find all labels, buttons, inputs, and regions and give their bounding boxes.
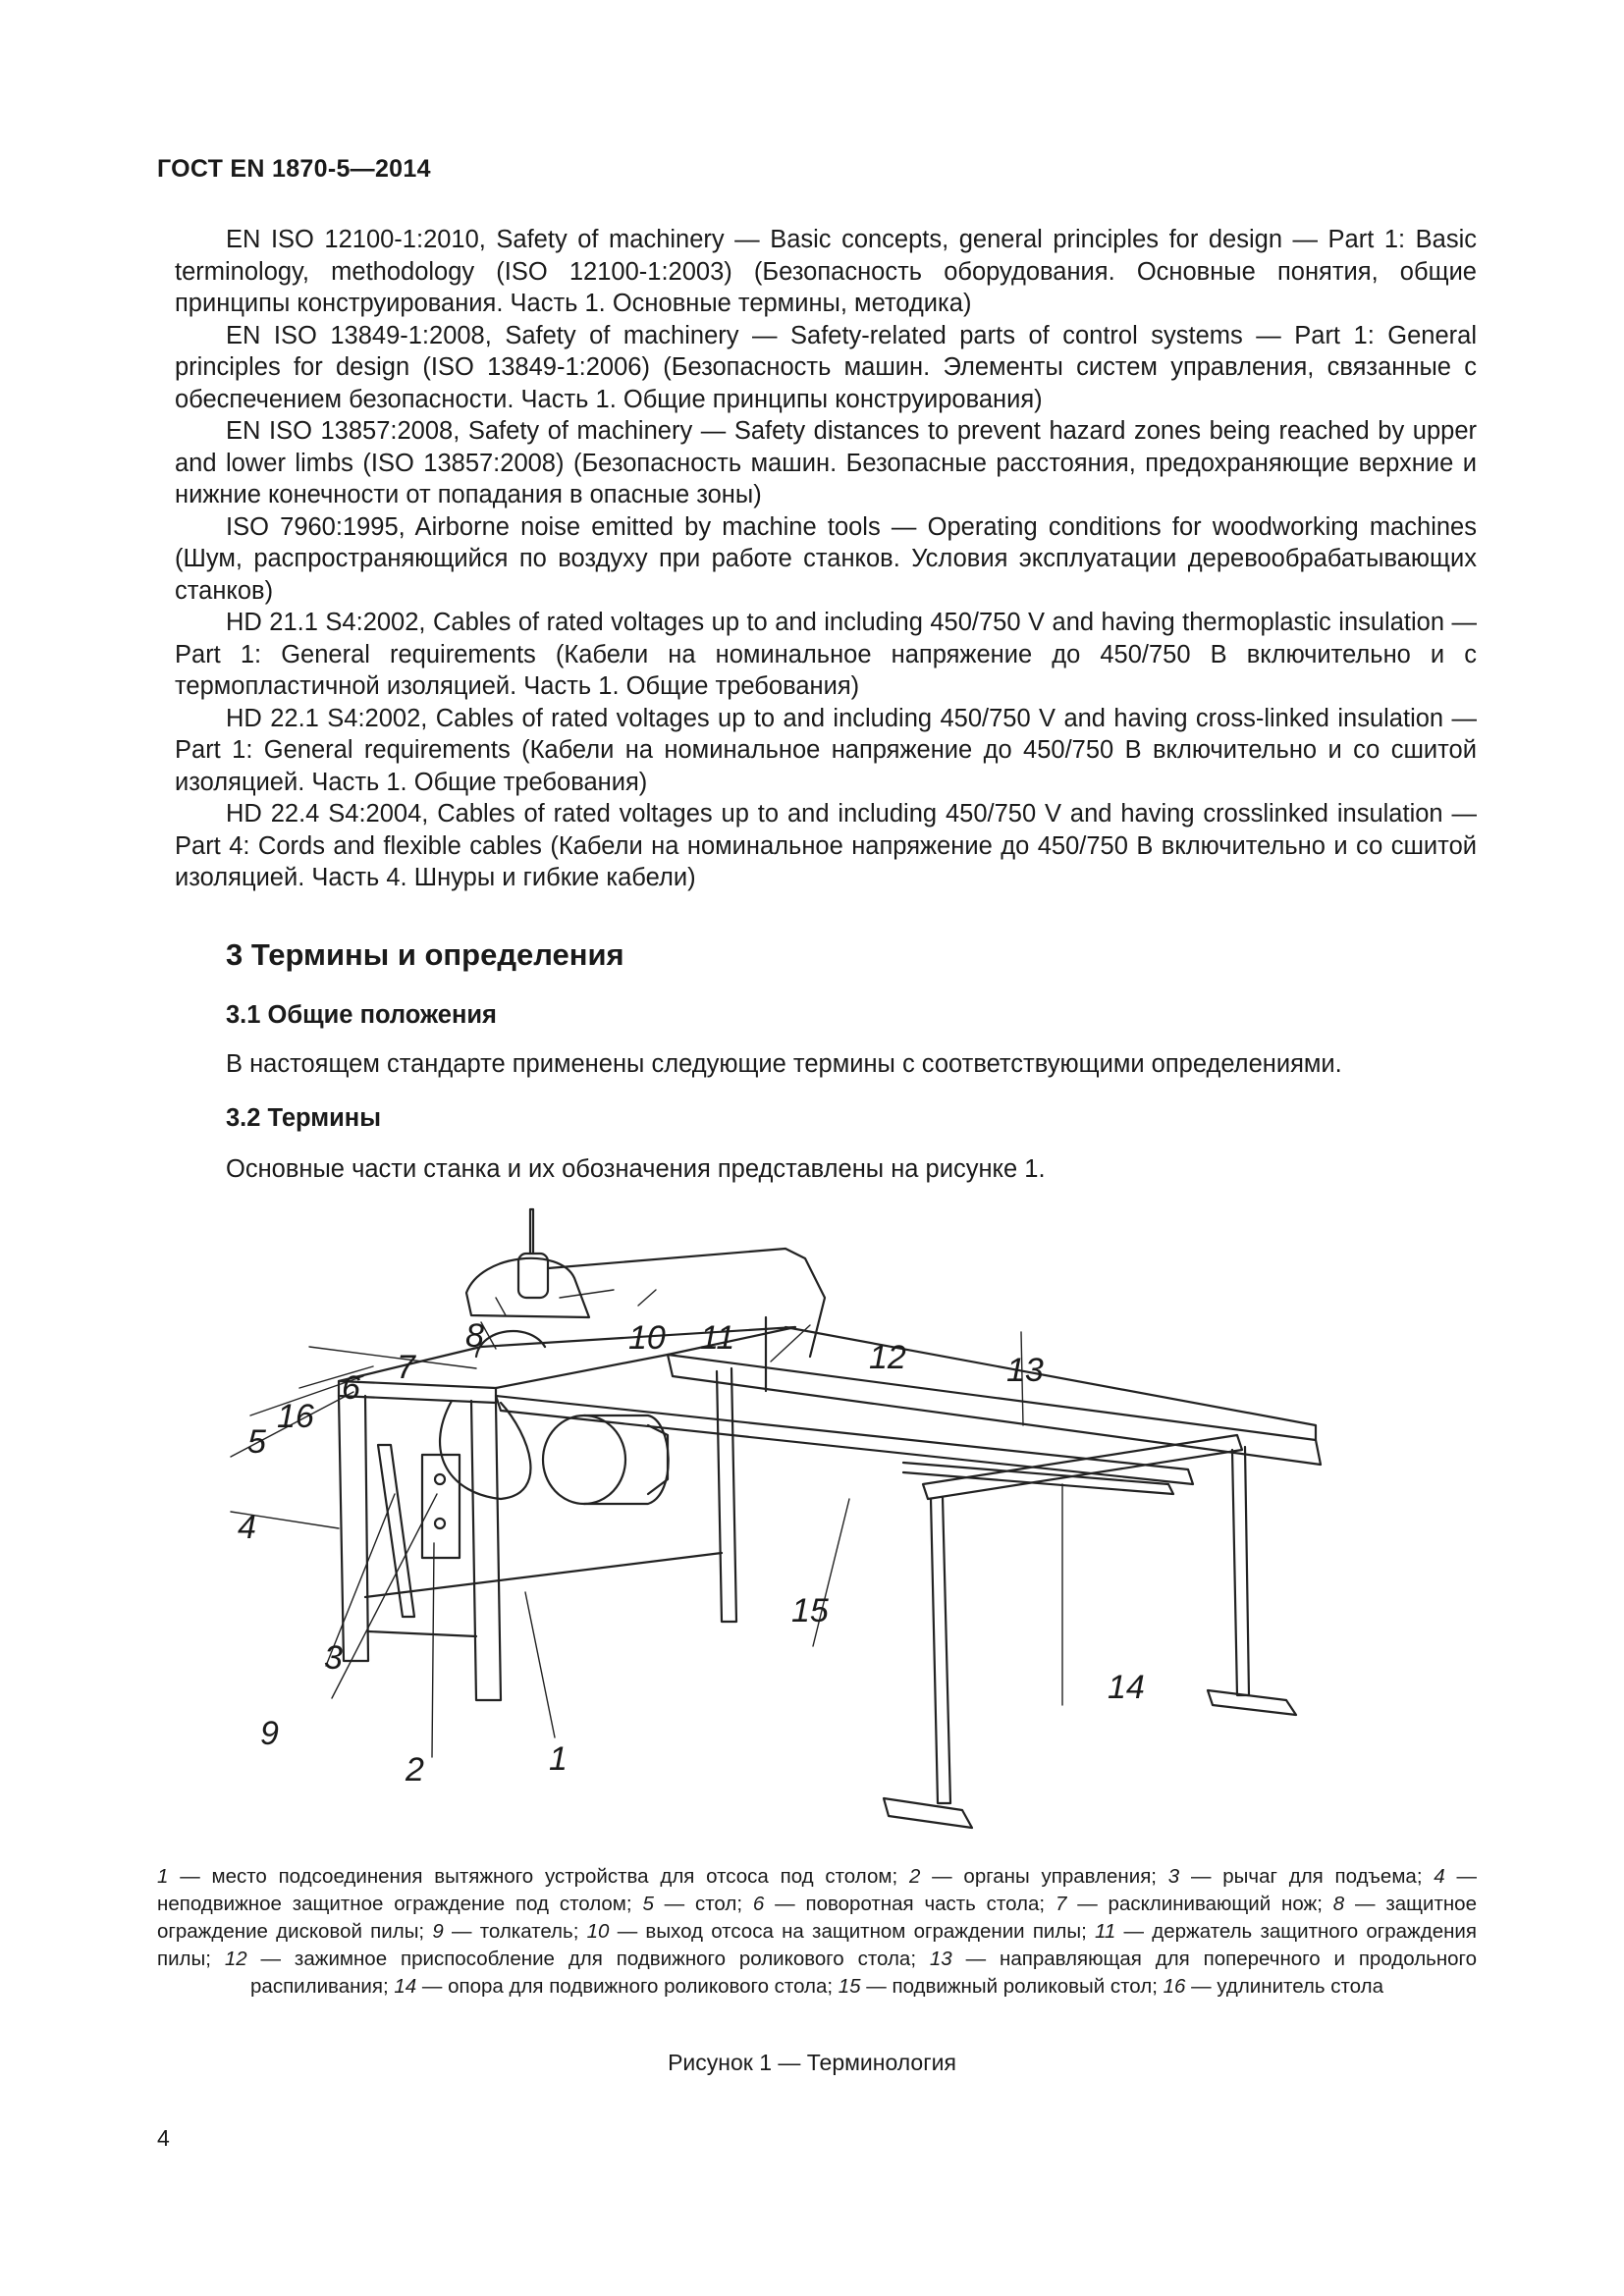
legend-item: 13 — направляющая для поперечного и продольного распиливания; [250, 1948, 1477, 1998]
page-number: 4 [157, 2125, 170, 2151]
callout-4: 4 [238, 1509, 256, 1546]
section-3-2-title: 3.2 Термины [226, 1104, 381, 1132]
callout-6: 6 [342, 1369, 360, 1407]
reference-item: ISO 7960:1995, Airborne noise emitted by machine tools — Operating conditions for woodworking machines (Шум, распространяющийся по воздуху при работе станков. Условия эксплуатации деревообрабатывающих станков) [175, 512, 1477, 605]
legend-item: 3 — рычаг для подъема; [1167, 1865, 1435, 1888]
callout-13: 13 [1006, 1352, 1044, 1389]
reference-item: HD 22.4 S4:2004, Cables of rated voltages up to and including 450/750 V and having crosslinked insulation — Part 4: Cords and flexible cables (Кабели на номинальное напряжение до 450/750 В включительно и со сшитой изоляцией. Часть 4. Шнуры и гибкие кабели) [175, 800, 1477, 891]
callout-11: 11 [700, 1319, 735, 1357]
callout-16: 16 [277, 1398, 314, 1435]
callout-5: 5 [247, 1423, 266, 1461]
motor [543, 1415, 625, 1504]
legend-item: 7 — расклинивающий нож; [1055, 1893, 1333, 1915]
machine-figure [157, 1200, 1453, 1847]
figure-caption: Рисунок 1 — Терминология [668, 2050, 956, 2075]
support-foot [884, 1798, 972, 1828]
table-leg [717, 1368, 736, 1622]
callout-3: 3 [324, 1639, 343, 1677]
reference-item: EN ISO 13849-1:2008, Safety of machinery — Safety-related parts of control systems — Part 1: General principles for design (ISO 13849-1:2006) (Безопасность машин. Элементы систем управления, связанные с обеспечением безопасности. Часть 1. Общие принципы конструирования) [175, 321, 1477, 413]
machine-drawing [157, 1200, 1453, 1847]
legend-item: 4 — неподвижное защитное ограждение под столом; [157, 1865, 1477, 1915]
callout-12: 12 [869, 1339, 906, 1376]
reference-item: EN ISO 12100-1:2010, Safety of machinery — Basic concepts, general principles for design — Part 1: Basic terminology, methodology (ISO 12100-1:2003) (Безопасность оборудования. Основные понятия, общие принципы конструирования. Часть 1. Основные термины, методика) [175, 226, 1477, 317]
reference-item: HD 21.1 S4:2002, Cables of rated voltages up to and including 450/750 V and having thermoplastic insulation — Part 1: General requirements (Кабели на номинальное напряжение до 450/750 В включительно и с термопластичной изоляцией. Часть 1. Общие требования) [175, 609, 1477, 700]
legend-item: 10 — выход отсоса на защитном ограждении пилы; [586, 1920, 1096, 1943]
legend-item: 5 — стол; [642, 1893, 753, 1915]
reference-item: HD 22.1 S4:2002, Cables of rated voltages up to and including 450/750 V and having cross-linked insulation — Part 1: General requirements (Кабели на номинальное напряжение до 450/750 В включительно и со сшитой изоляцией. Часть 1. Общие требования) [175, 704, 1477, 796]
legend-item: 8 — защитное ограждение дисковой пилы; [157, 1893, 1477, 1943]
callout-15: 15 [791, 1592, 829, 1629]
callout-1: 1 [549, 1740, 568, 1778]
support-leg [1232, 1447, 1249, 1695]
legend-item: 9 — толкатель; [432, 1920, 587, 1943]
legend-item: 11 — держатель защитного ограждения пилы; [157, 1920, 1477, 1970]
callout-7: 7 [397, 1349, 415, 1386]
under-table-guard [440, 1401, 530, 1499]
document-header: ГОСТ EN 1870-5—2014 [157, 155, 431, 183]
legend-item: 15 — подвижный роликовый стол; [838, 1975, 1164, 1998]
figure-legend [157, 1863, 1477, 2001]
support-leg [931, 1497, 950, 1803]
callout-2: 2 [406, 1751, 424, 1789]
callout-8: 8 [465, 1317, 484, 1355]
legend-item: 2 — органы управления; [908, 1865, 1168, 1888]
section-3-2-text: Основные части станка и их обозначения представлены на рисунке 1. [226, 1155, 1046, 1183]
legend-item: 14 — опора для подвижного роликового стола; [394, 1975, 839, 1998]
control-panel [422, 1455, 460, 1558]
callout-9: 9 [260, 1715, 279, 1752]
table-leg [471, 1401, 501, 1700]
legend-item: 16 — удлинитель стола [1163, 1975, 1383, 1998]
reference-item: EN ISO 13857:2008, Safety of machinery — Safety distances to prevent hazard zones being reached by upper and lower limbs (ISO 13857:2008) (Безопасность машин. Безопасные расстояния, предохраняющие верхние и нижние конечности от попадания в опасные зоны) [175, 417, 1477, 508]
callout-14: 14 [1108, 1669, 1145, 1706]
references-list [175, 224, 1477, 894]
legend-item: 12 — зажимное приспособление для подвижного роликового стола; [224, 1948, 930, 1970]
section-3-title: 3 Термины и определения [226, 937, 624, 972]
section-3-1-text: В настоящем стандарте применены следующие термины с соответствующими определениями. [226, 1050, 1342, 1078]
callout-10: 10 [628, 1319, 666, 1357]
legend-item: 6 — поворотная часть стола; [752, 1893, 1056, 1915]
section-3-1-title: 3.1 Общие положения [226, 1001, 497, 1029]
legend-item: 1 — место подсоединения вытяжного устройства для отсоса под столом; [157, 1865, 909, 1888]
support-foot [1208, 1690, 1296, 1715]
guard-holder [530, 1209, 533, 1254]
